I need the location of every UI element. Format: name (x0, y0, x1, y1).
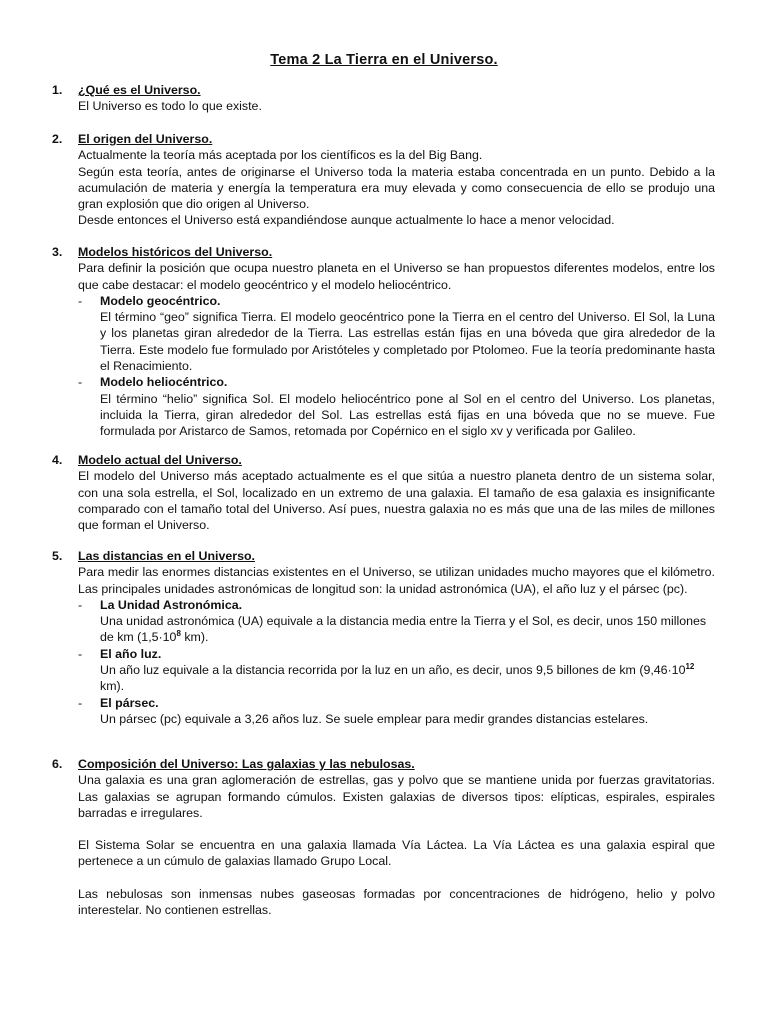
section-heading: Modelo actual del Universo. (78, 453, 242, 467)
bullet-dash: - (78, 597, 83, 612)
paragraph: Según esta teoría, antes de originarse el Universo toda la materia estaba concentrada en un punto. Debido a la acumulación de materia y energía la temperatura era muy elevada y como consecuencia de ello se produjo una gran explosión que dio origen al Universo. (78, 164, 715, 212)
section-6 (52, 756, 715, 918)
subheading: El año luz. (100, 646, 162, 661)
section-number: 6. (52, 757, 63, 771)
paragraph: Actualmente la teoría más aceptada por los científicos es la del Big Bang. (78, 148, 483, 163)
paragraph (100, 662, 715, 695)
document-title: Tema 2 La Tierra en el Universo. (270, 52, 498, 68)
text-part: km). (100, 679, 125, 694)
exponent: 8 (176, 629, 181, 639)
text-part: Una unidad astronómica (UA) equivale a la distancia media entre la Tierra y el Sol, es decir, unos 150 millones de km (1,5·10 (100, 614, 707, 645)
bullet-dash: - (78, 375, 83, 390)
subheading: La Unidad Astronómica. (100, 597, 243, 612)
section-number: 2. (52, 132, 63, 146)
paragraph: Una galaxia es una gran aglomeración de estrellas, gas y polvo que se mantiene unida por fuerzas gravitatorias. Las galaxias se agrupan formando cúmulos. Existen galaxias de diversos tipos: elípticas, espirales, espirales barradas e irregulares. (78, 773, 715, 820)
subheading: Modelo heliocéntrico. (100, 375, 228, 390)
section-5 (52, 548, 715, 727)
paragraph: Para definir la posición que ocupa nuestro planeta en el Universo se han propuestos diferentes modelos, entre los que cabe destacar: el modelo geocéntrico y el modelo heliocéntrico. (78, 261, 715, 292)
section-heading: Las distancias en el Universo. (78, 549, 255, 563)
section-number: 5. (52, 549, 63, 563)
list-item (78, 646, 715, 695)
bullet-dash: - (78, 293, 83, 308)
text-part: km). (180, 630, 209, 645)
exponent: 12 (685, 662, 695, 672)
list-item (78, 597, 715, 646)
section-number: 3. (52, 245, 63, 259)
subheading: El pársec. (100, 695, 159, 710)
paragraph (100, 613, 715, 646)
text-part: Un año luz equivale a la distancia recorrida por la luz en un año, es decir, unos 9,5 billones de km (9,46·10 (100, 663, 686, 678)
section-number: 4. (52, 453, 63, 467)
section-heading: Modelos históricos del Universo. (78, 245, 273, 259)
section-1 (52, 82, 715, 115)
section-heading: ¿Qué es el Universo. (78, 83, 201, 97)
section-heading: El origen del Universo. (78, 132, 213, 146)
paragraph: El término “geo” significa Tierra. El modelo geocéntrico pone la Tierra en el centro del Universo. El Sol, la Luna y los planetas giran alrededor de la Tierra. Las estrellas están fijas en una bóveda que gira alrededor de la Tierra. Este modelo fue formulado por Aristóteles y completado por Ptolomeo. Fue la teoría predominante hasta el Renacimiento. (100, 310, 715, 374)
paragraph: Desde entonces el Universo está expandiéndose aunque actualmente lo hace a menor velocidad. (78, 213, 615, 228)
paragraph: Las nebulosas son inmensas nubes gaseosas formadas por concentraciones de hidrógeno, helio y polvo interestelar. No contienen estrellas. (78, 886, 715, 918)
paragraph: El modelo del Universo más aceptado actualmente es el que sitúa a nuestro planeta dentro de un sistema solar, con una sola estrella, el Sol, localizado en un extremo de una galaxia. El tamaño de esa galaxia es insignificante comparado con el tamaño total del Universo. Así pues, nuestra galaxia no es más que una de las miles de millones que forman el Universo. (78, 469, 715, 533)
list-item (78, 293, 715, 374)
paragraph: El término “helio” significa Sol. El modelo heliocéntrico pone al Sol en el centro del Universo. Los planetas, incluida la Tierra, giran alrededor del Sol. Las estrellas está fijas en una bóveda que no se mueve. Fue formulada por Aristarco de Samos, retomada por Copérnico en el siglo xv y verificada por Galileo. (100, 391, 715, 439)
section-3 (52, 244, 715, 440)
section-heading: Composición del Universo: Las galaxias y las nebulosas. (78, 757, 415, 771)
paragraph: Un pársec (pc) equivale a 3,26 años luz. Se suele emplear para medir grandes distancias estelares. (100, 711, 649, 726)
list-item (78, 374, 715, 439)
bullet-dash: - (78, 695, 83, 710)
paragraph: Para medir las enormes distancias existentes en el Universo, se utilizan unidades mucho mayores que el kilómetro. Las principales unidades astronómicas de longitud son: la unidad astronómica (UA), el año luz y el pársec (pc). (78, 565, 715, 596)
section-2 (52, 131, 715, 229)
subheading: Modelo geocéntrico. (100, 293, 221, 308)
paragraph: El Sistema Solar se encuentra en una galaxia llamada Vía Láctea. La Vía Láctea es una galaxia espiral que pertenece a un cúmulo de galaxias llamado Grupo Local. (78, 838, 715, 869)
section-number: 1. (52, 83, 63, 97)
bullet-dash: - (78, 646, 83, 661)
list-item (78, 695, 715, 728)
paragraph: El Universo es todo lo que existe. (78, 99, 262, 114)
section-4 (52, 452, 715, 533)
